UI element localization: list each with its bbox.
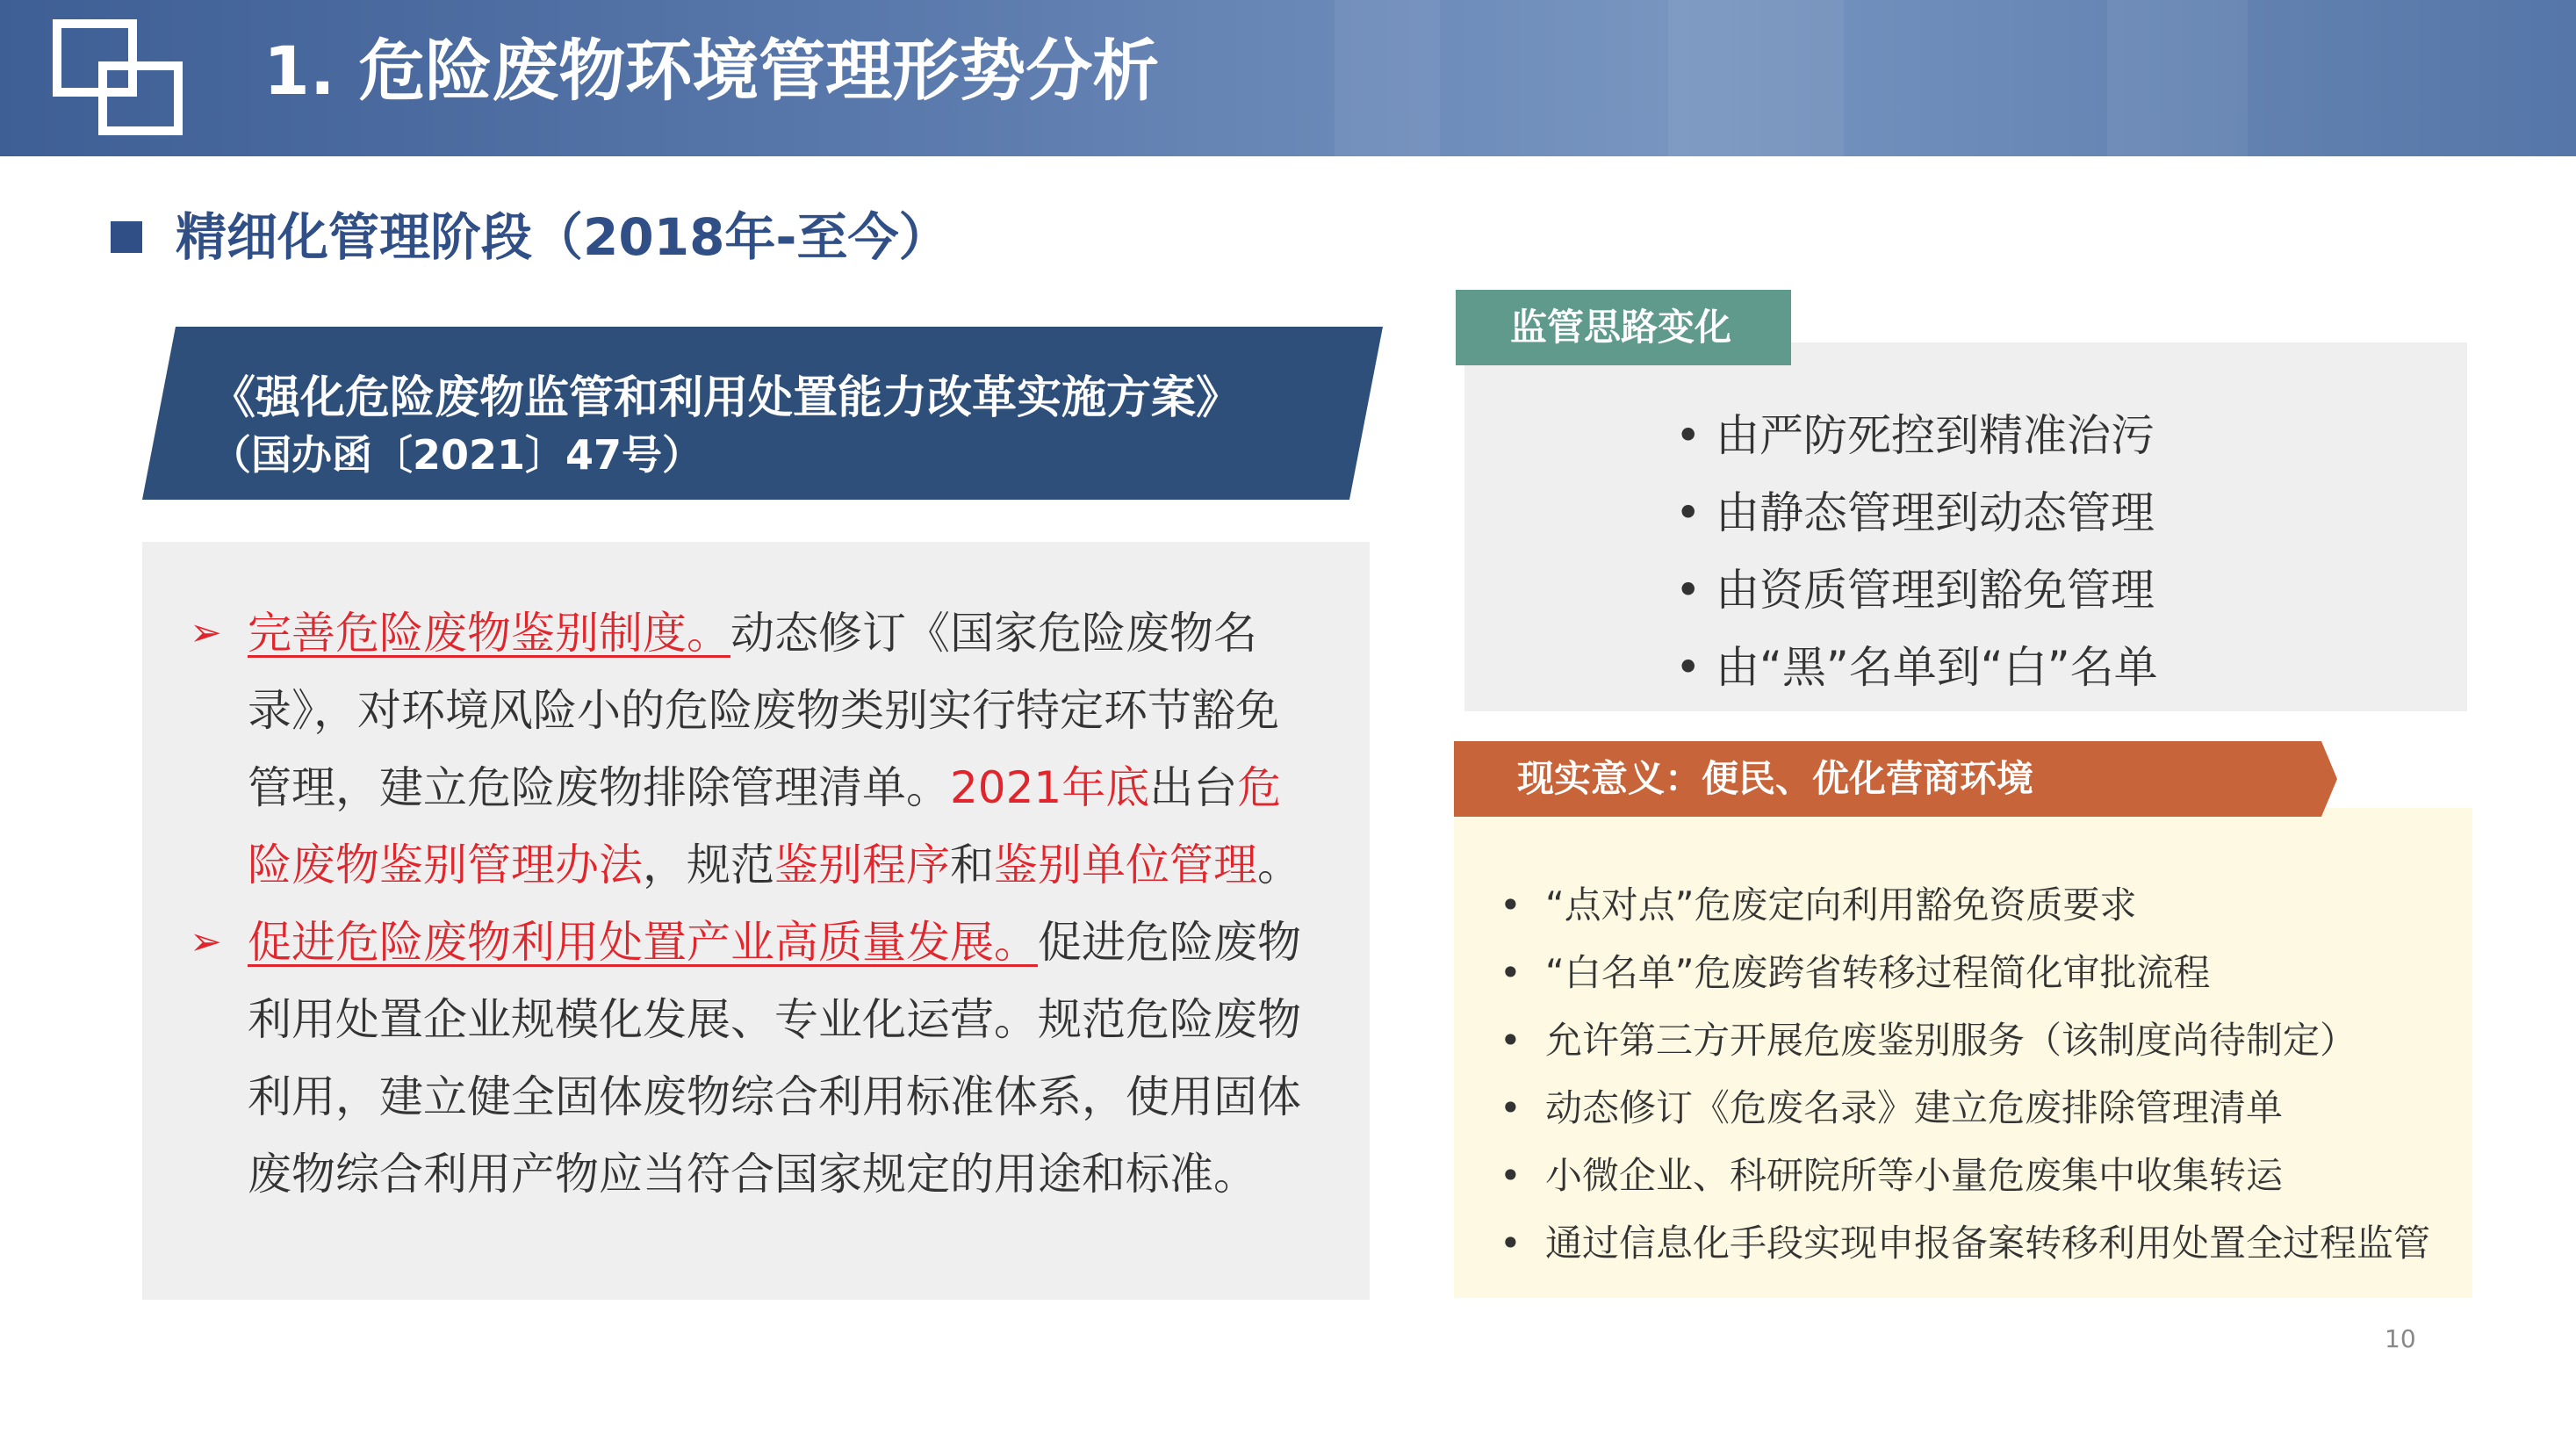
highlight-text: 鉴别单位管理 (994, 840, 1257, 890)
square-bullet-icon (111, 221, 142, 253)
arrow-bullet-icon: ➢ (190, 919, 222, 964)
item-heading: 促进危险废物利用处置产业高质量发展。 (248, 917, 1038, 968)
slide-header (0, 0, 2576, 156)
list-item: • 动态修订《危废名录》建立危废排除管理清单 (1500, 1074, 2430, 1142)
page-number: 10 (2385, 1324, 2416, 1353)
list-item: • 通过信息化手段实现申报备案转移利用处置全过程监管 (1500, 1209, 2430, 1277)
list-item (190, 595, 1319, 904)
logo-square-icon (98, 61, 183, 135)
item-text: 动态修订《国家危险废物名录》，对环境风险小的危险废物类别实行特定环节豁免管理，建立危险废物排除管理清单。 (248, 608, 1279, 813)
significance-tab-label: 现实意义：便民、优化营商环境 (1517, 757, 2034, 800)
significance-list (1500, 871, 2430, 1277)
item-text: 出台 (1149, 762, 1238, 813)
significance-box (1454, 808, 2472, 1298)
item-text: 促进危险废物利用处置企业规模化发展、专业化运营。规范危险废物利用，建立健全固体废物综合利用标准体系，使用固体废物综合利用产物应当符合国家规定的用途和标准。 (248, 917, 1301, 1200)
item-text: 。 (1257, 840, 1301, 890)
banner-title: 《强化危险废物监管和利用处置能力改革实施方案》 (211, 372, 1241, 424)
supervision-list (1675, 397, 2158, 706)
header-texture (2107, 0, 2248, 156)
supervision-box (1464, 342, 2467, 711)
list-item: • 由资质管理到豁免管理 (1675, 551, 2158, 629)
list-item: • “点对点”危废定向利用豁免资质要求 (1500, 871, 2430, 939)
banner-doc-number: （国办函〔2021〕47号） (211, 431, 703, 479)
list-item: • 允许第三方开展危废鉴别服务（该制度尚待制定） (1500, 1006, 2430, 1074)
item-text: ，规范 (643, 840, 774, 890)
list-item: • 小微企业、科研院所等小量危废集中收集转运 (1500, 1142, 2430, 1209)
header-texture (1335, 0, 1440, 156)
highlight-text: 2021年底 (950, 762, 1150, 813)
section-subtitle: 精细化管理阶段（2018年-至今） (176, 207, 950, 267)
list-item: • 由“黑”名单到“白”名单 (1675, 629, 2158, 706)
policy-details-box (142, 542, 1370, 1300)
item-text: 和 (950, 840, 994, 890)
slide-title: 1. 危险废物环境管理形势分析 (263, 32, 1160, 110)
arrow-bullet-icon: ➢ (190, 610, 222, 655)
list-item: • 由静态管理到动态管理 (1675, 474, 2158, 551)
item-heading: 完善危险废物鉴别制度。 (248, 608, 730, 659)
supervision-tab: 监管思路变化 (1456, 290, 1791, 365)
list-item (190, 904, 1319, 1213)
highlight-text: 危险废物鉴别管理办法 (248, 762, 1282, 890)
header-texture (1668, 0, 1844, 156)
list-item: • 由严防死控到精准治污 (1675, 397, 2158, 474)
highlight-text: 鉴别程序 (774, 840, 950, 890)
list-item: • “白名单”危废跨省转移过程简化审批流程 (1500, 939, 2430, 1006)
